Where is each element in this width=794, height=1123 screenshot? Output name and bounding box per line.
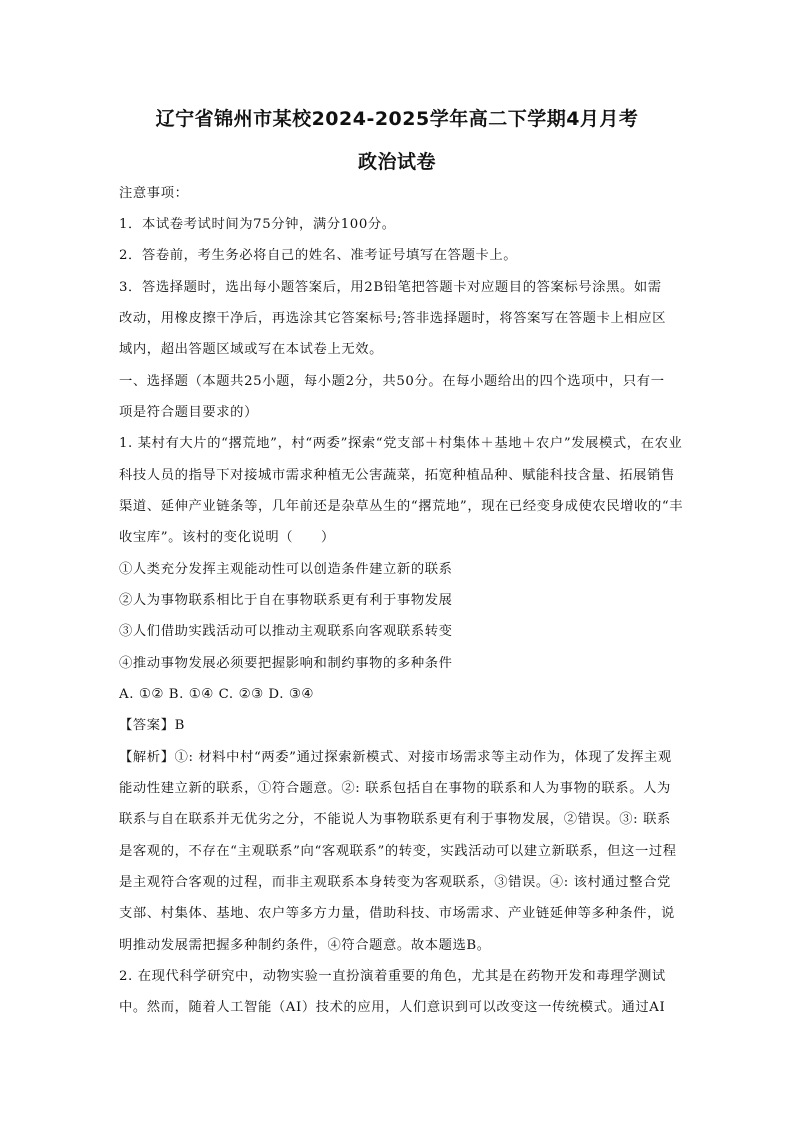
question-1-analysis-cont: 支部、村集体、基地、农户等多方力量，借助科技、市场需求、产业链延伸等多种条件，说 [119, 906, 675, 921]
question-1-analysis-cont: 是客观的，不存在“主观联系”向“客观联系”的转变，实践活动可以建立新联系，但这一过程 [119, 844, 677, 859]
question-1-stem-cont: 科技人员的指导下对接城市需求种植无公害蔬菜，拓宽种植品种、赋能科技含量、拓展销售 [119, 468, 675, 483]
notice-item-3-cont: 改动，用橡皮擦干净后，再选涂其它答案标号;答非选择题时，将答案写在答题卡上相应区 [119, 311, 667, 326]
document-title: 辽宁省锦州市某校2024-2025学年高二下学期4月月考 [155, 108, 639, 130]
question-1-stem-cont: 收宝库”。该村的变化说明（ ） [119, 530, 335, 545]
notice-item-1: 1．本试卷考试时间为75分钟，满分100分。 [119, 217, 396, 232]
question-1-stem: 1. 某村有大片的“撂荒地”，村“两委”探索“党支部＋村集体＋基地＋农户”发展模式，在农业 [119, 436, 683, 451]
question-1-analysis-cont: 明推动发展需把握多种制约条件，④符合题意。故本题选B。 [119, 938, 491, 953]
question-1-analysis-cont: 是主观符合客观的过程，而非主观联系本身转变为客观联系，③错误。④: 该村通过整合党 [119, 875, 671, 890]
question-1-answer: 【答案】B [119, 718, 185, 733]
question-1-option-1: ①人类充分发挥主观能动性可以创造条件建立新的联系 [119, 562, 453, 577]
section-heading-cont: 项是符合题目要求的） [119, 405, 258, 420]
notice-heading: 注意事项： [119, 186, 189, 201]
question-1-analysis-cont: 联系与自在联系并无优劣之分，不能说人为事物联系更有利于事物发展，②错误。③: 联系 [119, 812, 671, 827]
notice-item-3: 3．答选择题时，选出每小题答案后，用2B铅笔把答题卡对应题目的答案标号涂黑。如需 [119, 280, 662, 295]
question-1-stem-cont: 渠道、延伸产业链条等，几年前还是杂草丛生的“撂荒地”，现在已经变身成使农民增收的“丰 [119, 499, 684, 514]
document-subtitle: 政治试卷 [357, 151, 436, 173]
question-1-analysis-cont: 能动性建立新的联系，①符合题意。②: 联系包括自在事物的联系和人为事物的联系。人为 [119, 781, 671, 796]
question-1-analysis: 【解析】①: 材料中村“两委”通过探索新模式、对接市场需求等主动作为，体现了发挥主观 [119, 750, 672, 765]
question-2-stem-cont: 中。然而，随着人工智能（AI）技术的应用，人们意识到可以改变这一传统模式。通过AI [119, 1000, 666, 1015]
question-1-option-3: ③人们借助实践活动可以推动主观联系向客观联系转变 [119, 624, 453, 639]
notice-item-2: 2．答卷前，考生务必将自己的姓名、准考证号填写在答题卡上。 [119, 248, 518, 263]
notice-item-3-cont: 域内，超出答题区域或写在本试卷上无效。 [119, 342, 384, 357]
question-2-stem: 2. 在现代科学研究中，动物实验一直扮演着重要的角色，尤其是在药物开发和毒理学测试 [119, 969, 666, 984]
question-1-choices: A. ①② B. ①④ C. ②③ D. ③④ [119, 687, 314, 702]
section-heading: 一、选择题（本题共25小题，每小题2分，共50分。在每小题给出的四个选项中，只有一 [119, 374, 665, 389]
question-1-option-2: ②人为事物联系相比于自在事物联系更有利于事物发展 [119, 593, 453, 608]
question-1-option-4: ④推动事物发展必须要把握影响和制约事物的多种条件 [119, 656, 453, 671]
